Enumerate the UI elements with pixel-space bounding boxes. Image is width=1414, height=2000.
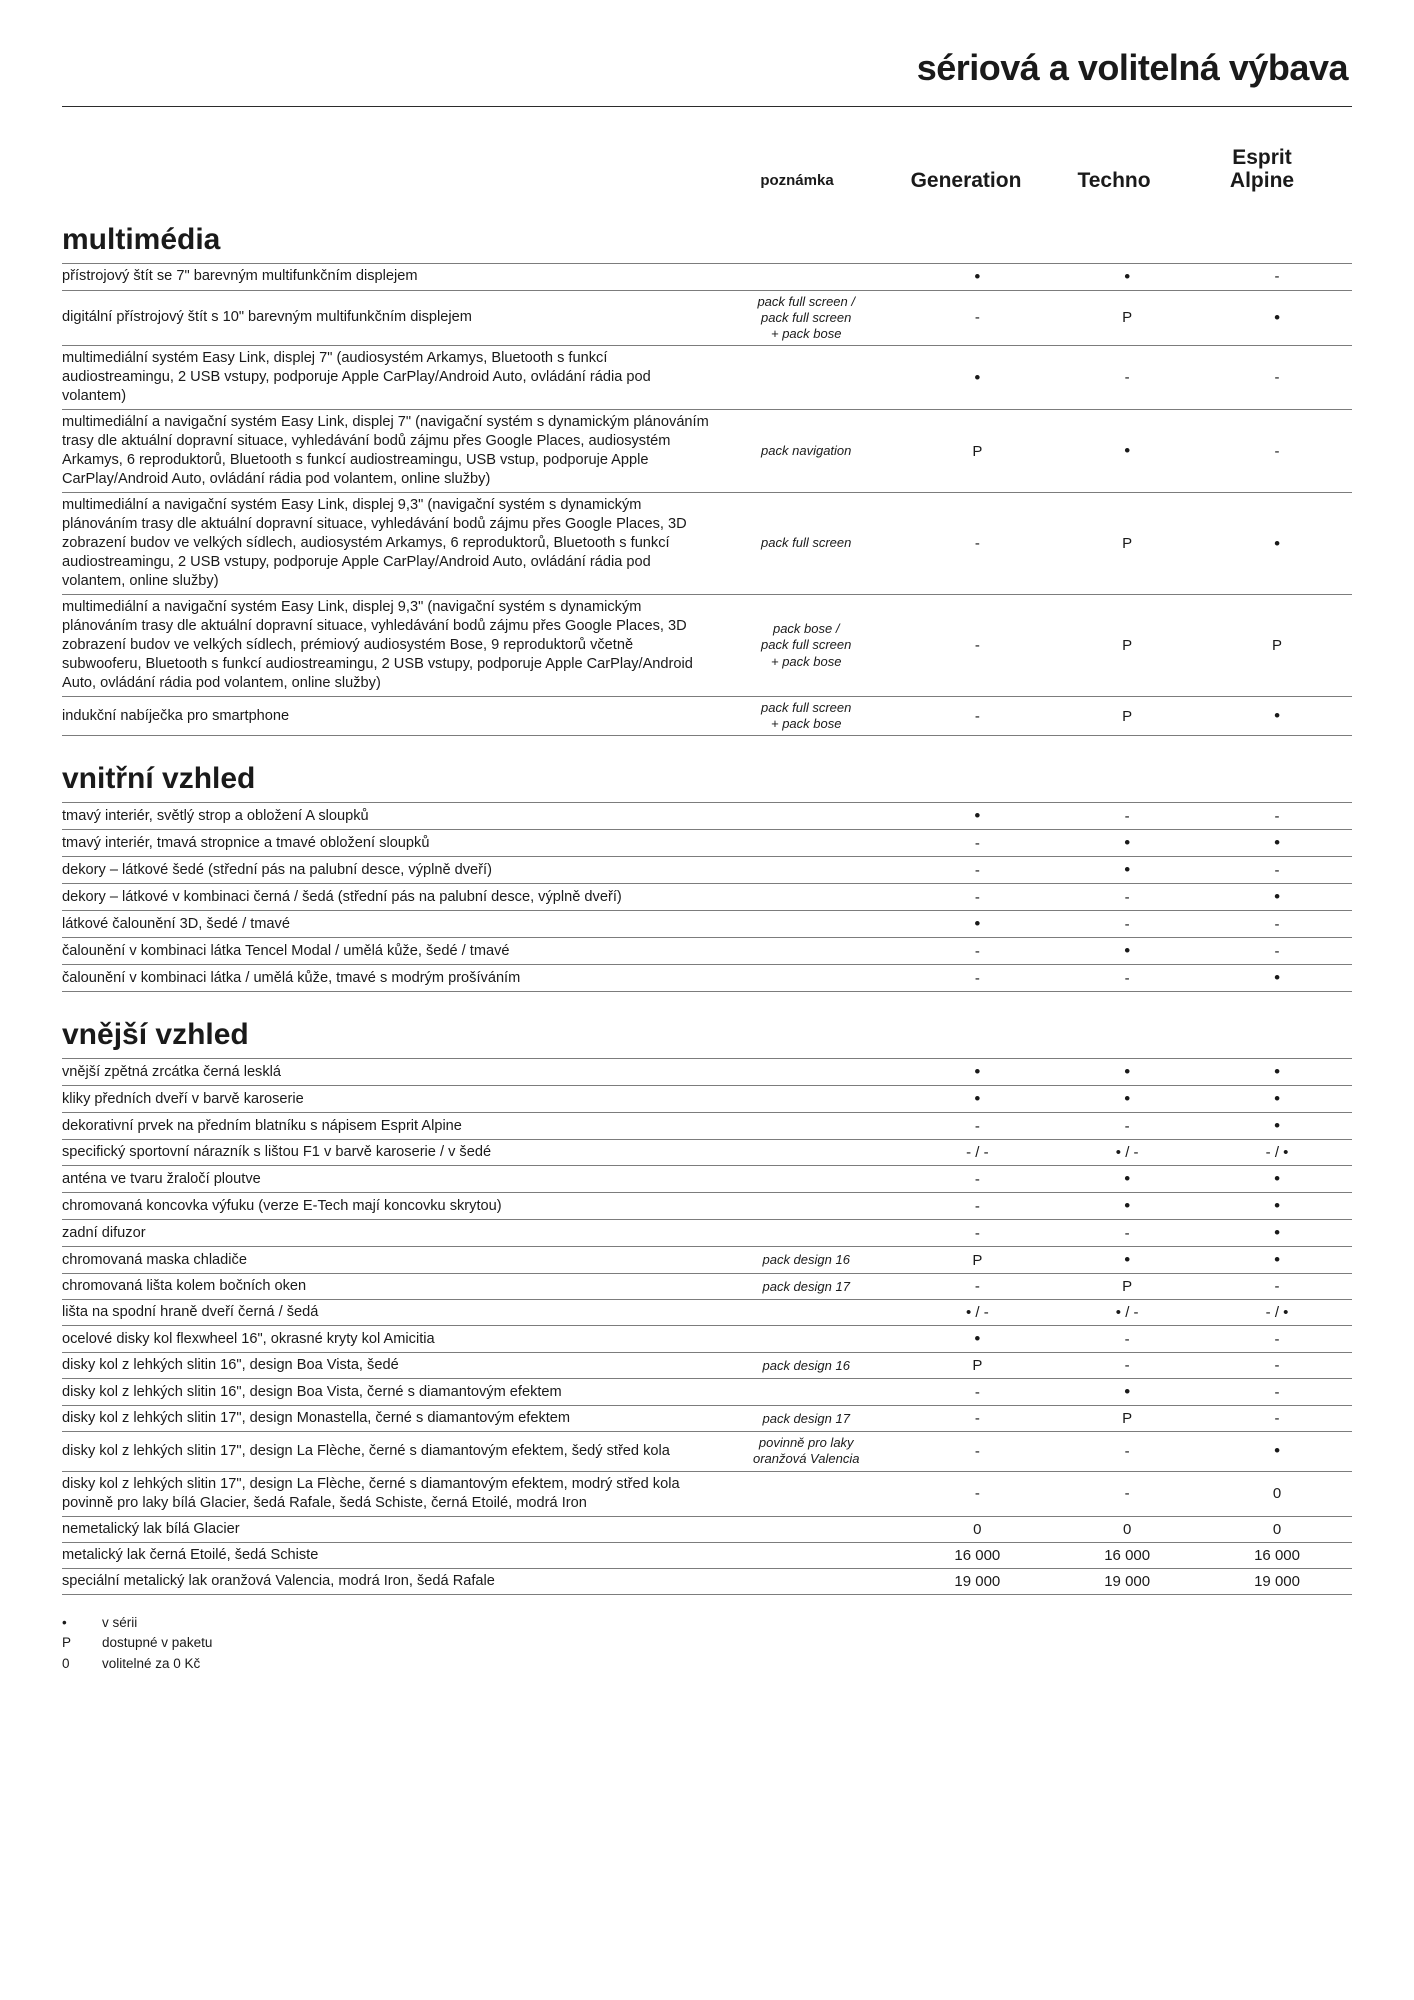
value-cell-3: - [1202,1353,1352,1379]
value-cell-1: - [902,290,1052,346]
value-cell-2: 19 000 [1052,1568,1202,1594]
value-cell-3: - [1202,410,1352,493]
column-header-generation: Generation [910,168,1022,192]
value-cell-2: • [1052,263,1202,290]
note-cell: pack full screen / pack full screen + pack bose [710,290,902,346]
table-row [62,938,1352,965]
column-header-esprit-alpine-line2: Alpine [1229,168,1295,192]
value-cell-3: • [1202,290,1352,346]
table-row [62,1113,1352,1140]
feature-label: kliky předních dveří v barvě karoserie [62,1086,710,1113]
table-row [62,263,1352,290]
feature-label: přístrojový štít se 7" barevným multifunkčním displejem [62,263,710,290]
value-cell-1: P [902,1247,1052,1274]
note-cell: pack full screen [710,493,902,595]
feature-label: disky kol z lehkých slitin 16", design Boa Vista, šedé [62,1353,710,1379]
note-cell [710,1059,902,1086]
value-cell-3: • [1202,830,1352,857]
feature-label: chromovaná maska chladiče [62,1247,710,1274]
value-cell-3: - [1202,1274,1352,1300]
value-cell-2: • / - [1052,1140,1202,1166]
feature-label: metalický lak černá Etoilé, šedá Schiste [62,1542,710,1568]
table-row [62,911,1352,938]
value-cell-2: - [1052,1220,1202,1247]
feature-label: disky kol z lehkých slitin 17", design Monastella, černé s diamantovým efektem [62,1406,710,1432]
legend-row [62,1633,1352,1654]
legend-row [62,1613,1352,1634]
feature-label: specifický sportovní nárazník s lištou F1 v barvě karoserie / v šedé [62,1140,710,1166]
value-cell-3: - / • [1202,1300,1352,1326]
note-cell [710,1113,902,1140]
value-cell-3: - [1202,857,1352,884]
note-cell: pack full screen + pack bose [710,696,902,736]
value-cell-3: • [1202,493,1352,595]
table-row [62,1300,1352,1326]
note-cell [710,263,902,290]
value-cell-3: 0 [1202,1516,1352,1542]
note-cell [710,938,902,965]
table-row [62,346,1352,410]
table-row [62,1247,1352,1274]
column-header-note: poznámka [760,171,834,189]
table-row [62,1059,1352,1086]
feature-label: látkové čalounění 3D, šedé / tmavé [62,911,710,938]
table-row [62,1193,1352,1220]
table-row [62,1326,1352,1353]
value-cell-1: 19 000 [902,1568,1052,1594]
value-cell-2: - [1052,346,1202,410]
legend-text: v sérii [102,1614,138,1630]
value-cell-1: - [902,1471,1052,1516]
note-cell [710,965,902,992]
legend-symbol: 0 [62,1656,70,1672]
note-cell: pack design 17 [710,1274,902,1300]
note-cell [710,830,902,857]
feature-label: indukční nabíječka pro smartphone [62,696,710,736]
note-cell [710,803,902,830]
note-cell [710,1471,902,1516]
feature-label: zadní difuzor [62,1220,710,1247]
value-cell-2: - [1052,884,1202,911]
value-cell-1: P [902,1353,1052,1379]
column-header-techno: Techno [1077,168,1151,192]
note-cell [710,1220,902,1247]
feature-label: dekorativní prvek na předním blatníku s nápisem Esprit Alpine [62,1113,710,1140]
value-cell-2: - [1052,1353,1202,1379]
value-cell-1: • / - [902,1300,1052,1326]
value-cell-2: - [1052,965,1202,992]
feature-label: multimediální a navigační systém Easy Link, displej 9,3" (navigační systém s dynamickým plánováním trasy dle aktuální dopravní situace, vyhledávání bodů zájmu přes Google Places, 3D zobrazení budov ve velkých sídlech, audiosystém Arkamys, 6 reproduktorů, Bluetooth s funkcí audiostreamingu, 2 USB vstupy, podporuje Apple CarPlay/Android Auto, ovládání rádia pod volantem, online služby) [62,493,710,595]
feature-label: čalounění v kombinaci látka / umělá kůže, tmavé s modrým prošíváním [62,965,710,992]
feature-label: dekory – látkové šedé (střední pás na palubní desce, výplně dveří) [62,857,710,884]
value-cell-1: - [902,1220,1052,1247]
value-cell-3: - [1202,1406,1352,1432]
column-header-esprit-alpine-line1: Esprit [1232,146,1292,170]
value-cell-2: - [1052,1113,1202,1140]
feature-label: multimediální a navigační systém Easy Link, displej 7" (navigační systém s dynamickým plánováním trasy dle aktuální dopravní situace, vyhledávání bodů zájmu přes Google Places, audiosystém Arkamys, 6 reproduktorů, Bluetooth s funkcí audiostreamingu, USB vstup, podporuje Apple CarPlay/Android Auto, ovládání rádia pod volantem, online služby) [62,410,710,493]
table-row [62,830,1352,857]
feature-label: dekory – látkové v kombinaci černá / šedá (střední pás na palubní desce, výplně dveří) [62,884,710,911]
value-cell-1: • [902,1086,1052,1113]
page-title: sériová a volitelná výbava [916,47,1348,88]
value-cell-1: - [902,696,1052,736]
value-cell-2: - [1052,1471,1202,1516]
value-cell-1: P [902,410,1052,493]
feature-label: multimediální systém Easy Link, displej 7" (audiosystém Arkamys, Bluetooth s funkcí audiostreamingu, 2 USB vstupy, podporuje Apple CarPlay/Android Auto, ovládání rádia pod volantem) [62,346,710,410]
legend-text: volitelné za 0 Kč [102,1656,201,1672]
value-cell-2: • [1052,1193,1202,1220]
value-cell-1: • [902,1326,1052,1353]
table-row [62,1353,1352,1379]
feature-label: lišta na spodní hraně dveří černá / šedá [62,1300,710,1326]
value-cell-3: - [1202,911,1352,938]
note-cell: pack navigation [710,410,902,493]
table-row [62,1471,1352,1516]
feature-label: disky kol z lehkých slitin 17", design La Flèche, černé s diamantovým efektem, šedý střed kola [62,1432,710,1472]
sections-container [62,223,1352,1595]
section-title: vnější vzhled [62,1018,249,1052]
value-cell-1: - [902,1406,1052,1432]
value-cell-3: • [1202,1193,1352,1220]
value-cell-1: - [902,938,1052,965]
feature-label: ocelové disky kol flexwheel 16", okrasné kryty kol Amicitia [62,1326,710,1353]
value-cell-3: - [1202,1326,1352,1353]
value-cell-2: - [1052,911,1202,938]
value-cell-2: • [1052,410,1202,493]
note-cell [710,857,902,884]
value-cell-1: - [902,1432,1052,1472]
value-cell-1: 16 000 [902,1542,1052,1568]
feature-label: disky kol z lehkých slitin 17", design La Flèche, černé s diamantovým efektem, modrý střed kola povinně pro laky bílá Glacier, šedá Rafale, šedá Schiste, černá Etoilé, modrá Iron [62,1471,710,1516]
value-cell-3: - [1202,346,1352,410]
legend-symbol: P [62,1635,72,1651]
note-cell [710,1300,902,1326]
value-cell-3: • [1202,1113,1352,1140]
value-cell-3: • [1202,1086,1352,1113]
value-cell-3: - [1202,263,1352,290]
value-cell-1: - / - [902,1140,1052,1166]
value-cell-1: - [902,965,1052,992]
value-cell-2: P [1052,1274,1202,1300]
feature-label: vnější zpětná zrcátka černá lesklá [62,1059,710,1086]
legend [62,1613,1352,1676]
value-cell-2: P [1052,493,1202,595]
value-cell-2: • [1052,1086,1202,1113]
table-row [62,696,1352,736]
value-cell-1: - [902,1274,1052,1300]
note-cell [710,1542,902,1568]
value-cell-1: - [902,884,1052,911]
value-cell-3: • [1202,696,1352,736]
value-cell-1: 0 [902,1516,1052,1542]
spec-table [62,1058,1352,1594]
table-row [62,1220,1352,1247]
value-cell-3: • [1202,1166,1352,1193]
note-cell [710,346,902,410]
spec-table [62,802,1352,992]
value-cell-2: • [1052,1379,1202,1406]
value-cell-3: • [1202,1247,1352,1274]
legend-symbol: • [62,1614,67,1630]
table-row [62,493,1352,595]
value-cell-2: • [1052,830,1202,857]
value-cell-2: P [1052,696,1202,736]
value-cell-1: • [902,803,1052,830]
section-title: vnitřní vzhled [62,762,256,796]
value-cell-2: 16 000 [1052,1542,1202,1568]
value-cell-1: - [902,594,1052,696]
feature-label: tmavý interiér, tmavá stropnice a tmavé obložení sloupků [62,830,710,857]
value-cell-1: - [902,493,1052,595]
value-cell-1: - [902,857,1052,884]
value-cell-3: • [1202,884,1352,911]
table-row [62,884,1352,911]
value-cell-3: P [1202,594,1352,696]
note-cell [710,1086,902,1113]
value-cell-3: • [1202,1059,1352,1086]
value-cell-2: P [1052,290,1202,346]
value-cell-3: • [1202,1220,1352,1247]
value-cell-1: • [902,1059,1052,1086]
note-cell [710,1140,902,1166]
note-cell: pack design 16 [710,1353,902,1379]
table-row [62,1274,1352,1300]
value-cell-3: 16 000 [1202,1542,1352,1568]
value-cell-2: - [1052,1432,1202,1472]
table-row [62,857,1352,884]
table-row [62,1166,1352,1193]
value-cell-2: • / - [1052,1300,1202,1326]
value-cell-1: • [902,263,1052,290]
legend-text: dostupné v paketu [102,1635,213,1651]
value-cell-3: - [1202,938,1352,965]
value-cell-1: • [902,346,1052,410]
value-cell-1: - [902,830,1052,857]
feature-label: chromovaná koncovka výfuku (verze E-Tech mají koncovku skrytou) [62,1193,710,1220]
note-cell: pack design 17 [710,1406,902,1432]
table-row [62,1379,1352,1406]
value-cell-2: P [1052,1406,1202,1432]
note-cell [710,1193,902,1220]
feature-label: digitální přístrojový štít s 10" barevným multifunkčním displejem [62,290,710,346]
table-row [62,1140,1352,1166]
value-cell-1: • [902,911,1052,938]
table-row [62,1542,1352,1568]
value-cell-1: - [902,1193,1052,1220]
column-headers [62,107,1352,197]
feature-label: chromovaná lišta kolem bočních oken [62,1274,710,1300]
value-cell-2: • [1052,1059,1202,1086]
note-cell [710,884,902,911]
table-row [62,410,1352,493]
note-cell [710,1516,902,1542]
table-row [62,594,1352,696]
value-cell-1: - [902,1166,1052,1193]
note-cell: pack bose / pack full screen + pack bose [710,594,902,696]
table-row [62,1086,1352,1113]
note-cell: pack design 16 [710,1247,902,1274]
table-row [62,290,1352,346]
value-cell-1: - [902,1379,1052,1406]
value-cell-3: - [1202,1379,1352,1406]
value-cell-1: - [902,1113,1052,1140]
feature-label: disky kol z lehkých slitin 16", design Boa Vista, černé s diamantovým efektem [62,1379,710,1406]
table-row [62,1406,1352,1432]
value-cell-3: • [1202,965,1352,992]
value-cell-2: 0 [1052,1516,1202,1542]
feature-label: nemetalický lak bílá Glacier [62,1516,710,1542]
table-row [62,965,1352,992]
note-cell [710,1379,902,1406]
value-cell-3: 19 000 [1202,1568,1352,1594]
note-cell [710,1326,902,1353]
column-header-esprit-alpine [1188,147,1336,196]
table-row [62,1432,1352,1472]
value-cell-2: P [1052,594,1202,696]
feature-label: čalounění v kombinaci látka Tencel Modal / umělá kůže, šedé / tmavé [62,938,710,965]
value-cell-2: - [1052,1326,1202,1353]
section-title: multimédia [62,222,221,256]
feature-label: speciální metalický lak oranžová Valencia, modrá Iron, šedá Rafale [62,1568,710,1594]
feature-label: anténa ve tvaru žraločí ploutve [62,1166,710,1193]
table-row [62,803,1352,830]
value-cell-2: - [1052,803,1202,830]
table-row [62,1516,1352,1542]
value-cell-3: - / • [1202,1140,1352,1166]
value-cell-2: • [1052,938,1202,965]
value-cell-2: • [1052,1247,1202,1274]
value-cell-2: • [1052,1166,1202,1193]
note-cell [710,1166,902,1193]
value-cell-3: - [1202,803,1352,830]
note-cell [710,911,902,938]
spec-table [62,263,1352,737]
note-cell: povinně pro laky oranžová Valencia [710,1432,902,1472]
feature-label: tmavý interiér, světlý strop a obložení A sloupků [62,803,710,830]
table-row [62,1568,1352,1594]
value-cell-3: • [1202,1432,1352,1472]
value-cell-2: • [1052,857,1202,884]
feature-label: multimediální a navigační systém Easy Link, displej 9,3" (navigační systém s dynamickým plánováním trasy dle aktuální dopravní situace, vyhledávání bodů zájmu přes Google Places, 3D zobrazení budov ve velkých sídlech, prémiový audiosystém Bose, 9 reproduktorů včetně subwooferu, Bluetooth s funkcí audiostreamingu, 2 USB vstupy, podporuje Apple CarPlay/Android Auto, ovládání rádia pod volantem, online služby) [62,594,710,696]
legend-row [62,1654,1352,1675]
note-cell [710,1568,902,1594]
value-cell-3: 0 [1202,1471,1352,1516]
